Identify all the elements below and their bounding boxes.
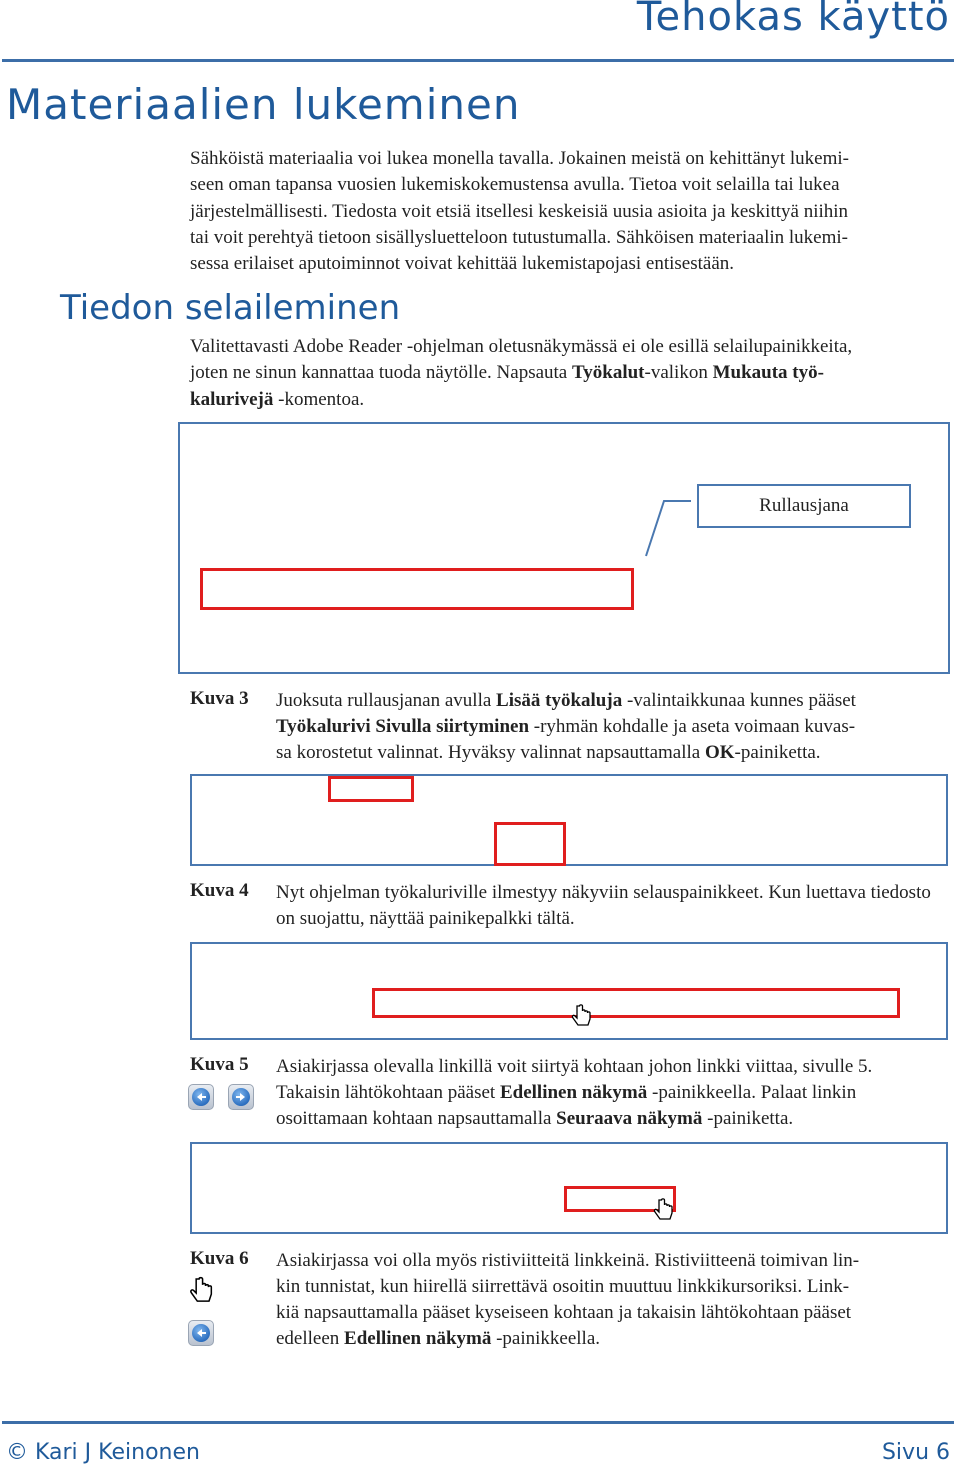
button-name: Edellinen näkymä [344, 1328, 492, 1349]
figure-label: Kuva 5 [190, 1054, 249, 1075]
text-run: osoittamaan kohtaan napsauttamalla [276, 1108, 557, 1129]
text-run: -valintaikkunaa kunnes pääset [622, 690, 856, 711]
arrow [189, 1321, 213, 1345]
highlight-box [200, 568, 634, 610]
caption-line: kin tunnistat, kun hiirellä siirrettävä osoitin muuttuu linkkikursoriksi. Link- [276, 1276, 850, 1297]
figure-label: Kuva 3 [190, 688, 249, 709]
forward-view-icon [228, 1084, 254, 1110]
hand-cursor-icon [652, 1198, 676, 1226]
intro-line: sessa erilaiset aputoiminnot voivat kehittää lukemistapojasi entisestään. [190, 253, 735, 275]
figure-toolbar [190, 774, 948, 866]
header-title: Tehokas käyttö [636, 0, 950, 40]
text-run: -ryhmän kohdalle ja aseta voimaan kuvas- [529, 716, 856, 737]
caption-line: Asiakirjassa olevalla linkillä voit siirtyä kohtaan johon linkki viittaa, sivulle 5. [276, 1056, 873, 1077]
button-name: Edellinen näkymä [499, 1082, 648, 1103]
text-run: Takaisin lähtökohtaan pääset [276, 1082, 500, 1103]
command-name: kalurivejä [190, 388, 274, 410]
text-run: -painikkeella. [491, 1328, 601, 1349]
intro-line: Sähköistä materiaalia voi lukea monella tavalla. Jokainen meistä on kehittänyt lukemi- [190, 148, 849, 169]
footer-author: © Kari J Keinonen [6, 1440, 200, 1465]
highlight-box [372, 988, 900, 1018]
highlight-box [328, 776, 414, 802]
para-line: Valitettavasti Adobe Reader -ohjelman oletusnäkymässä ei ole esillä selailupainikkeita, [190, 336, 853, 357]
figure-label: Kuva 6 [190, 1248, 249, 1269]
browse-paragraph [190, 334, 960, 413]
figure-caption [276, 1054, 952, 1132]
section-heading: Tiedon selaileminen [60, 288, 401, 328]
callout-label: Rullausjana [759, 495, 849, 516]
group-name: Työkalurivi Sivulla siirtyminen [276, 716, 530, 737]
figure-caption [276, 688, 952, 766]
hand-cursor-icon [188, 1276, 216, 1310]
page-number: Sivu 6 [881, 1440, 950, 1465]
text-run: -valikon [644, 362, 713, 384]
intro-line: seen oman tapansa vuosien lukemiskokemustensa avulla. Tietoa voit selailla tai lukea [190, 174, 840, 196]
header-rule [2, 59, 954, 62]
text-run: joten ne sinun kannattaa tuoda näytölle. Napsauta [190, 362, 572, 384]
back-view-icon [188, 1084, 214, 1110]
caption-line [276, 714, 952, 740]
figure-toolbar-dialog [178, 422, 950, 674]
para-line [190, 387, 960, 413]
para-line [190, 360, 960, 386]
caption-line [276, 1106, 952, 1132]
caption-line: Asiakirjassa voi olla myös ristiviitteitä linkkeinä. Ristiviitteenä toimivan lin- [276, 1250, 860, 1271]
intro-line: järjestelmällisesti. Tiedosta voit etsiä itsellesi keskeisiä uusia asioita ja keskittyä niihin [190, 200, 849, 222]
footer-rule [2, 1421, 954, 1424]
highlight-box [494, 822, 566, 866]
text-run: -painikkeella. Palaat linkin [647, 1082, 857, 1103]
caption-line [276, 688, 952, 714]
intro-line: tai voit perehtyä tietoon sisällysluetteloon tutustumalla. Sähköisen materiaalin lukemi- [190, 226, 848, 248]
text-run: -komentoa. [273, 388, 365, 410]
caption-line [276, 1080, 952, 1106]
callout-leader [640, 494, 700, 560]
caption-line [276, 1326, 952, 1352]
text-run: Juoksuta rullausjanan avulla [276, 690, 497, 711]
caption-line: kiä napsauttamalla pääset kyseiseen kohtaan ja takaisin lähtökohtaan pääset [276, 1302, 852, 1323]
caption-line [276, 740, 952, 766]
text-run: -painiketta. [734, 742, 821, 763]
menu-name-tools: Työkalut [572, 362, 645, 384]
figure-label: Kuva 4 [190, 880, 249, 901]
button-name-ok: OK [704, 742, 735, 763]
command-name: Mukauta työ- [712, 362, 824, 384]
callout-box [697, 484, 911, 528]
hand-cursor-icon [570, 1004, 594, 1032]
back-view-icon [188, 1320, 214, 1346]
text-run: edelleen [276, 1328, 345, 1349]
dialog-name: Lisää työkaluja [496, 690, 623, 711]
text-run: -painiketta. [702, 1108, 794, 1129]
arrow [189, 1085, 213, 1109]
arrow [229, 1085, 253, 1109]
text-run: sa korostetut valinnat. Hyväksy valinnat napsauttamalla [276, 742, 705, 763]
page-heading: Materiaalien lukeminen [6, 80, 521, 129]
figure-caption [276, 1248, 952, 1352]
button-name: Seuraava näkymä [556, 1108, 703, 1129]
figure-caption: Nyt ohjelman työkaluriville ilmestyy näkyviin selauspainikkeet. Kun luettava tiedosto on suojattu, näyttää painikepalkki tältä. [276, 882, 931, 929]
intro-paragraph [190, 146, 960, 277]
